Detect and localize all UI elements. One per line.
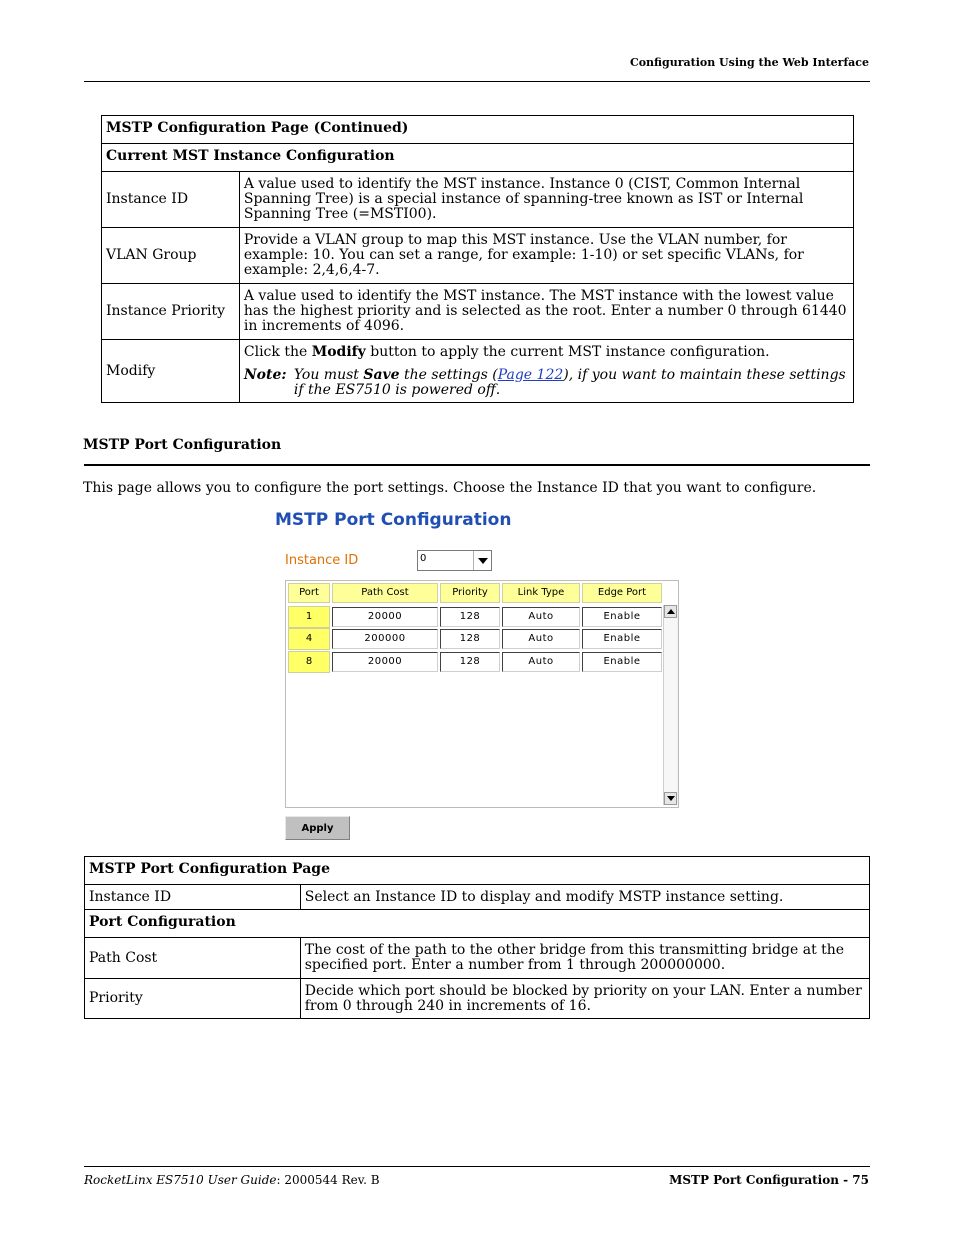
instance-id-value: 0 — [420, 553, 427, 564]
port-cell: 4 — [288, 628, 330, 650]
link-type-input[interactable]: Auto — [502, 607, 580, 627]
link-type-input[interactable]: Auto — [502, 629, 580, 649]
edge-port-input[interactable]: Enable — [582, 607, 662, 627]
running-header: Configuration Using the Web Interface — [629, 56, 869, 69]
path-cost-input[interactable]: 20000 — [332, 652, 438, 672]
table-title: MSTP Configuration Page (Continued) — [102, 116, 854, 144]
priority-input[interactable]: 128 — [440, 629, 500, 649]
section-title: MSTP Port Configuration — [83, 437, 282, 453]
ui-page-title: MSTP Port Configuration — [275, 510, 512, 530]
scroll-track[interactable] — [664, 618, 677, 792]
row-description: Provide a VLAN group to map this MST instance. Use the VLAN number, for example: 10. You can set a range, for example: 1-10) or set specific VLANs, for example: 2,4,6,4-7. — [239, 228, 853, 284]
note-label: Note: — [243, 366, 287, 383]
row-name: Instance ID — [102, 172, 240, 228]
row-name: VLAN Group — [102, 228, 240, 284]
row-name: Instance ID — [85, 885, 301, 910]
mstp-config-table — [101, 115, 854, 403]
path-cost-input[interactable]: 20000 — [332, 607, 438, 627]
edge-port-input[interactable]: Enable — [582, 629, 662, 649]
mstp-port-config-table — [84, 856, 870, 1019]
column-header-edge-port: Edge Port — [582, 583, 662, 603]
row-description: The cost of the path to the other bridge from this transmitting bridge at the specified port. Enter a number from 1 through 200000000. — [300, 938, 869, 979]
section-rule — [84, 464, 870, 466]
instance-id-label: Instance ID — [285, 553, 359, 568]
row-description: A value used to identify the MST instance. Instance 0 (CIST, Common Internal Spanning Tree) is a special instance of spanning-tree known as IST or Internal Spanning Tree (=MSTI00). — [239, 172, 853, 228]
instance-id-select[interactable] — [417, 550, 492, 571]
mstp-port-config-screenshot — [270, 505, 690, 845]
column-header-port: Port — [288, 583, 330, 603]
priority-input[interactable]: 128 — [440, 652, 500, 672]
chevron-down-icon[interactable] — [473, 551, 491, 570]
link-type-input[interactable]: Auto — [502, 652, 580, 672]
row-description: A value used to identify the MST instance. The MST instance with the lowest value has the highest priority and is selected as the root. Enter a number 0 through 61440 in increments of 4096. — [239, 284, 853, 340]
row-name: Priority — [85, 979, 301, 1019]
column-header-path-cost: Path Cost — [332, 583, 438, 603]
port-cell: 8 — [288, 651, 330, 673]
table-section-heading: Port Configuration — [85, 910, 870, 938]
priority-input[interactable]: 128 — [440, 607, 500, 627]
row-name: Path Cost — [85, 938, 301, 979]
column-header-link-type: Link Type — [502, 583, 580, 603]
row-description: Decide which port should be blocked by priority on your LAN. Enter a number from 0 through 240 in increments of 16. — [300, 979, 869, 1019]
table-title: MSTP Port Configuration Page — [85, 857, 870, 885]
modify-description: Click the Modify button to apply the current MST instance configuration. — [243, 343, 770, 360]
row-name: Instance Priority — [102, 284, 240, 340]
apply-button[interactable]: Apply — [285, 816, 350, 840]
table-section-heading: Current MST Instance Configuration — [102, 144, 854, 172]
note: Note: You must Save the settings (Page 122), if you want to maintain these settings if the ES7510 is powered off. — [243, 366, 846, 398]
scroll-down-icon[interactable] — [664, 792, 677, 805]
path-cost-input[interactable]: 200000 — [332, 629, 438, 649]
page-link[interactable]: Page 122 — [497, 366, 564, 383]
footer-page-label: MSTP Port Configuration - 75 — [669, 1173, 869, 1187]
column-header-priority: Priority — [440, 583, 500, 603]
row-name: Modify — [102, 340, 240, 403]
row-description — [239, 340, 853, 403]
port-cell: 1 — [288, 606, 330, 628]
row-description: Select an Instance ID to display and modify MSTP instance setting. — [300, 885, 869, 910]
edge-port-input[interactable]: Enable — [582, 652, 662, 672]
footer-rule — [84, 1166, 870, 1167]
vertical-scrollbar[interactable] — [663, 605, 678, 805]
scroll-up-icon[interactable] — [664, 605, 677, 618]
header-rule — [84, 81, 870, 82]
footer-left: RocketLinx ES7510 User Guide: 2000544 Rev. B — [84, 1173, 380, 1187]
intro-paragraph: This page allows you to configure the port settings. Choose the Instance ID that you want to configure. — [83, 480, 817, 496]
port-config-grid — [285, 580, 679, 808]
